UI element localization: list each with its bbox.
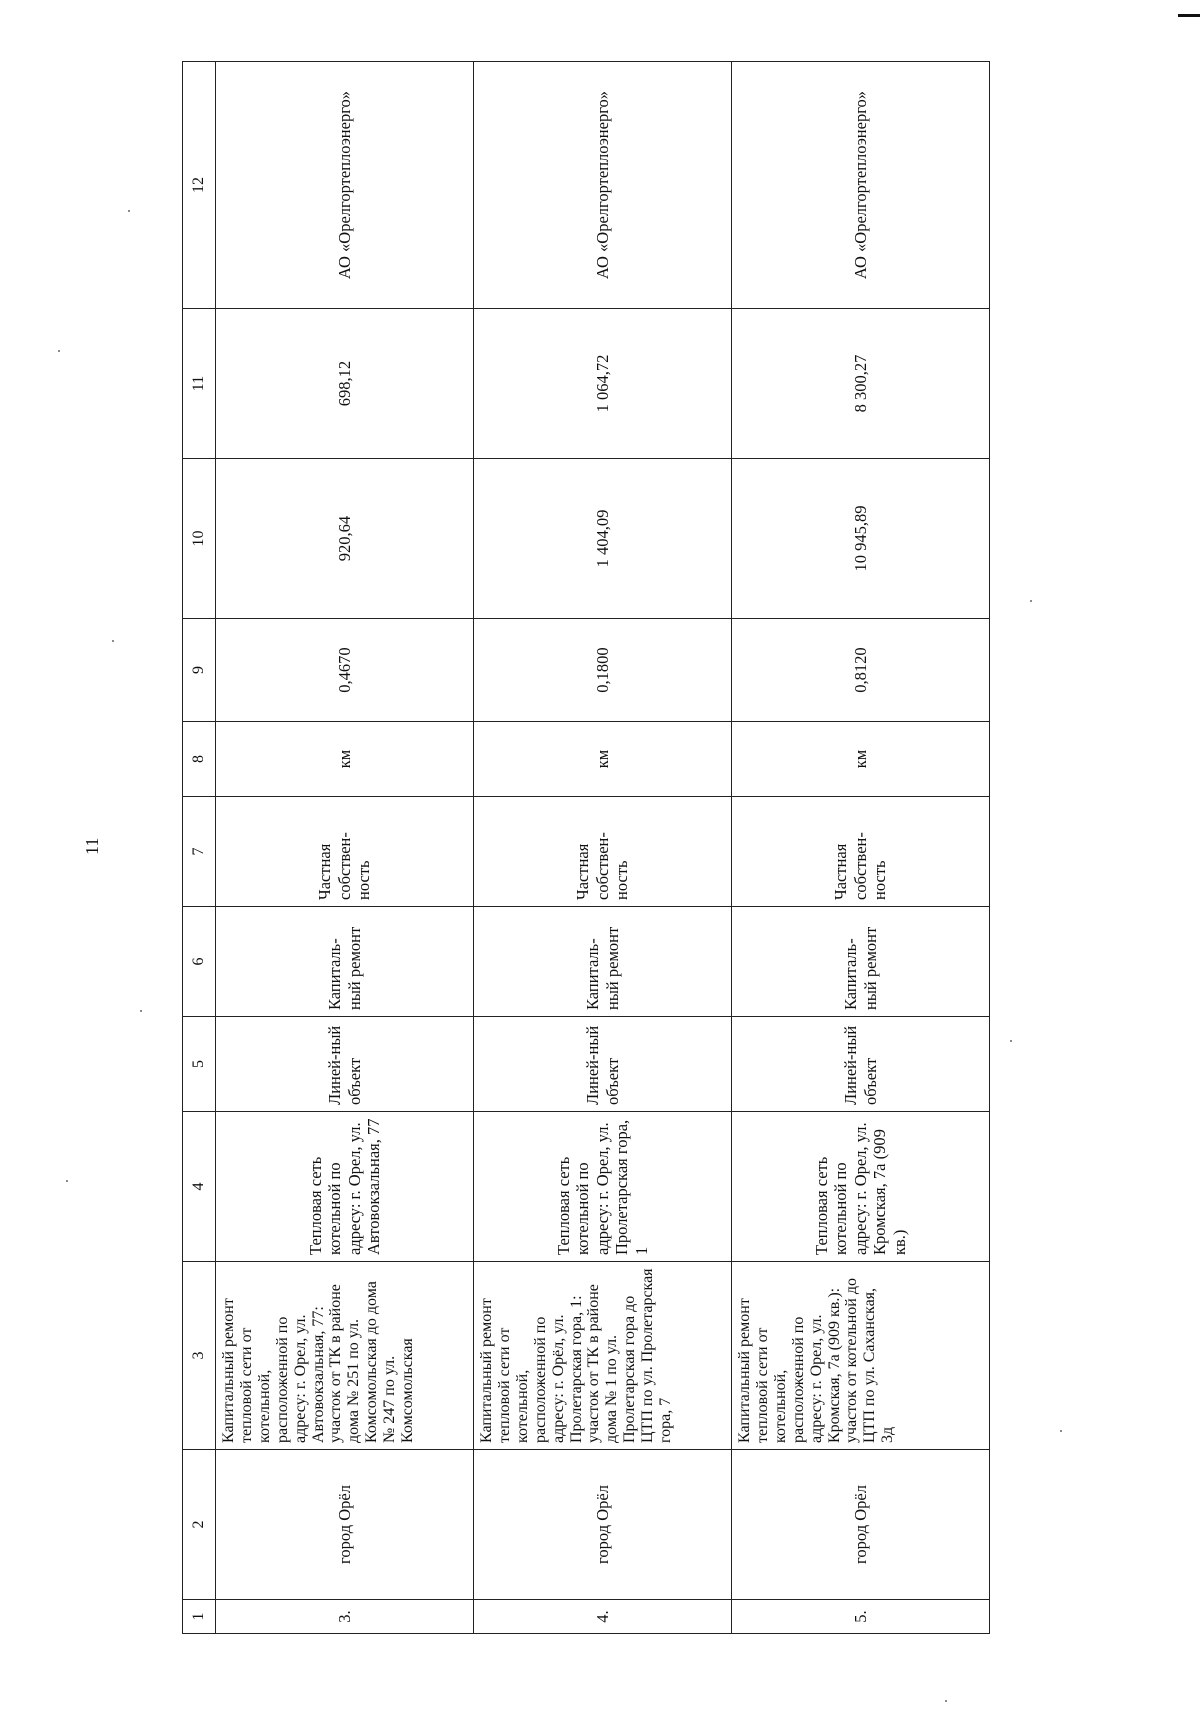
city-cell: город Орёл	[474, 1450, 732, 1600]
scan-speck	[58, 350, 60, 352]
row-number: 4.	[474, 1600, 732, 1634]
cost-cell: 1 064,72	[474, 309, 732, 459]
scan-speck	[945, 1700, 947, 1702]
cost-cell: 698,12	[216, 309, 474, 459]
scan-speck	[128, 210, 130, 212]
unit-cell: км	[732, 722, 990, 797]
object-cell: Тепловая сеть котельной по адресу: г. Орел, ул. Пролетарская гора, 1	[474, 1112, 732, 1262]
row-number: 3.	[216, 1600, 474, 1634]
col-header: 11	[183, 309, 216, 459]
cost-cell: 1 404,09	[474, 459, 732, 619]
cost-cell: 8 300,27	[732, 309, 990, 459]
page-number: 11	[82, 837, 102, 855]
col-header: 1	[183, 1600, 216, 1634]
scan-speck	[1010, 1040, 1012, 1042]
col-header: 2	[183, 1450, 216, 1600]
capital-repair-table	[182, 61, 990, 1634]
work-type-cell: Капиталь-ный ремонт	[216, 907, 474, 1017]
rotated-table-container	[182, 62, 964, 1634]
col-header: 7	[183, 797, 216, 907]
table-row	[732, 62, 990, 1634]
work-type-cell: Капиталь-ный ремонт	[732, 907, 990, 1017]
city-cell: город Орёл	[732, 1450, 990, 1600]
col-header: 12	[183, 62, 216, 309]
quantity-cell: 0,1800	[474, 619, 732, 722]
description-cell: Капитальный ремонт тепловой сети от котельной, расположенной по адресу: г. Орел, ул. Кромская, 7а (909 кв.): участок от котельной до ЦТП по ул. Саханская, 3д	[732, 1262, 990, 1450]
col-header: 3	[183, 1262, 216, 1450]
object-cell: Тепловая сеть котельной по адресу: г. Орел, ул. Автовокзальная, 77	[216, 1112, 474, 1262]
col-header: 8	[183, 722, 216, 797]
city-cell: город Орёл	[216, 1450, 474, 1600]
object-type-cell: Линей-ный объект	[474, 1017, 732, 1112]
col-header: 5	[183, 1017, 216, 1112]
col-header: 4	[183, 1112, 216, 1262]
row-number: 5.	[732, 1600, 990, 1634]
table-row	[216, 62, 474, 1634]
header-row	[183, 62, 216, 1634]
organization-cell: АО «Орелгортеплоэнерго»	[216, 62, 474, 309]
work-type-cell: Капиталь-ный ремонт	[474, 907, 732, 1017]
table-row	[474, 62, 732, 1634]
col-header: 10	[183, 459, 216, 619]
col-header: 9	[183, 619, 216, 722]
cost-cell: 10 945,89	[732, 459, 990, 619]
description-cell: Капитальный ремонт тепловой сети от котельной, расположенной по адресу: г. Орёл, ул. Пролетарская гора, 1: участок от ТК в районе дома № 1 по ул. Пролетарская гора до ЦТП по ул. Пролетарская гора, 7	[474, 1262, 732, 1450]
description-cell: Капитальный ремонт тепловой сети от котельной, расположенной по адресу: г. Орел, ул. Автовокзальная, 77: участок от ТК в районе дома № 251 по ул. Комсомольская до дома № 247 по ул. Комсомольская	[216, 1262, 474, 1450]
scan-speck	[1060, 1430, 1062, 1432]
object-type-cell: Линей-ный объект	[216, 1017, 474, 1112]
unit-cell: км	[216, 722, 474, 797]
organization-cell: АО «Орелгортеплоэнерго»	[732, 62, 990, 309]
cost-cell: 920,64	[216, 459, 474, 619]
object-type-cell: Линей-ный объект	[732, 1017, 990, 1112]
ownership-cell: Частная собствен-ность	[474, 797, 732, 907]
ownership-cell: Частная собствен-ность	[216, 797, 474, 907]
scan-speck	[66, 1180, 68, 1182]
organization-cell: АО «Орелгортеплоэнерго»	[474, 62, 732, 309]
ownership-cell: Частная собствен-ность	[732, 797, 990, 907]
scan-corner-mark	[1178, 14, 1200, 17]
quantity-cell: 0,4670	[216, 619, 474, 722]
scan-speck	[140, 1010, 142, 1012]
scan-speck	[112, 640, 114, 642]
scan-speck	[1030, 600, 1032, 602]
col-header: 6	[183, 907, 216, 1017]
object-cell: Тепловая сеть котельной по адресу: г. Орел, ул. Кромская, 7а (909 кв.)	[732, 1112, 990, 1262]
quantity-cell: 0,8120	[732, 619, 990, 722]
unit-cell: км	[474, 722, 732, 797]
